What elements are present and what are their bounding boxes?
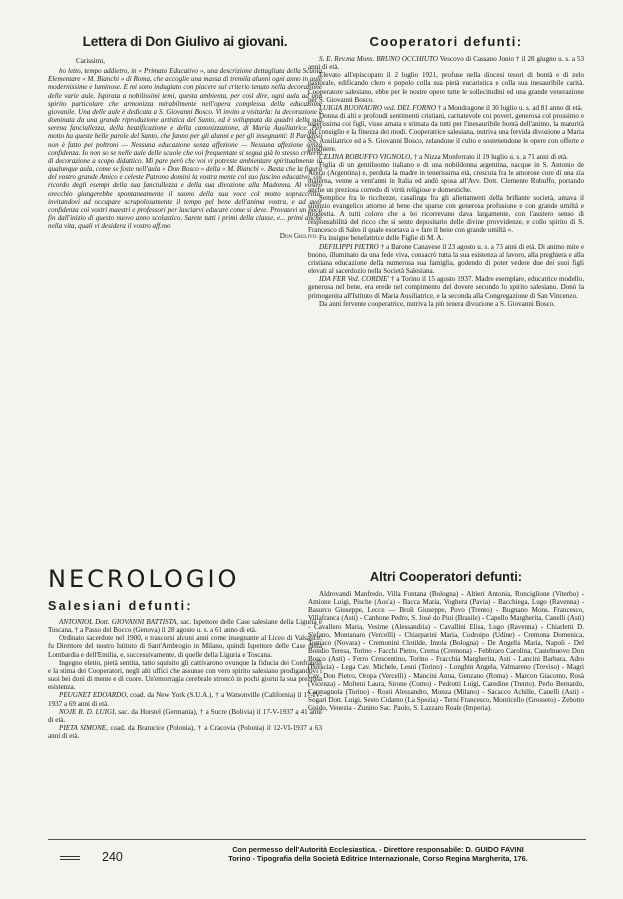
altri-cooperatori-title: Altri Cooperatori defunti:: [369, 569, 523, 584]
salesiano-entry: [48, 691, 322, 707]
cooperatore-entry-name: LUIGIA BUONAURO ved. DEL FORNO: [319, 103, 436, 112]
cooperatore-entry: [308, 112, 584, 153]
cooperatore-entry: [308, 275, 584, 299]
salesiano-entry-text: Ordinato sacerdote nel 1900, e trascorsi alcuni anni come insegnante al Liceo di Valsalice, fu Direttore del nostro Istituto di Sant'Ambrogio in Milano, quindi Ispettore delle Case della Lombardia e dell'Emilia, e, successivamente, di quelle della Liguria e Toscana.: [48, 634, 322, 659]
salesiano-entry-text: sac. Ispettore delle Case salesiane della Liguria e Toscana, † a Passo del Bocco (Genova) il 28 agosto u. s. a 61 anno di età.: [48, 618, 322, 635]
salesiano-entry: [48, 724, 322, 740]
cooperatore-entry: [308, 104, 584, 112]
salesiano-entry-text: coad. da Bratucice (Polonia), † a Cracovia (Polonia) il 12-VI-1937 a 63 anni di età.: [48, 724, 322, 741]
salesiano-entry: [48, 634, 322, 658]
cooperatore-entry: [308, 194, 584, 235]
salesiano-entry-name: PIETA SIMONE,: [59, 724, 108, 733]
lettera-body: ho letto, tempo addietro, in « Primato Educativo », una descrizione dettagliata della Scuola Elementare « M. Bianchi » di Roma, che accoglie una massa di tremila alunni ogni anno in aule modernissime e luminose. E mi sono indugiato con piacere sul criterio tenuto nella decorazione delle varie aule. Ispirata a nobilissimi temi, questa ambienta, per così dire, ogni aula ad uno spirito particolare che armonizza mirabilmente nell'opera complessa della educazione giovanile. Una delle aule è dedicata a S. Giovanni Bosco. Vi invito a visitarla: la decorazione è dominata da una grande riproduzione artistica del Santo, ed è sviluppata da quadri della sua serena fanciullezza, della beatificazione e della canonizzazione, di Maria Ausiliatrice. Per motto ha queste belle parole del Santo, che fanno per gli alunni e per gli insegnanti: Il Paradiso non è fatto pei poltroni — Nessuna educazione senza affezione — Nessuna affezione senza confidenza. Io non so se nelle aule delle scuole che voi frequentate si segua già lo stesso criterio di decorazione a scopo didattico. Mi pare però che voi vi potreste ambientare spiritualmente in qualunque aula, come se foste nell'aula « Don Bosco » della « M. Bianchi ». Basta che la figura del vostro grande Amico e celeste Patrono domini la vostra mente col suo fascino educativo, col ricordo degli esempi della sua fanciullezza e della sua divozione alla Madonna. Al vostro orecchio giungerebbe spontaneamente il suono della sua voce col motto sopraccritto, invitandovi ad occupare scrupolosamente il tempo pel bene dell'anima vostra, e ad aver confidenza coi vostri maestri e professori per lasciarvi educare come si deve. Provatevi un poco fin dall'inizio di questo nuovo anno scolastico. Sarete tutti i primi della classe, e... primi anche nella vita, quali vi desidera il vostro aff.mo: [48, 67, 322, 231]
cooperatore-entry-text: † a Barone Canavese il 23 agosto u. s. a 73 anni di età. Di animo mite e buono, illuminato da una fede viva, consacrò tutta la sua esistenza al lavoro, alla preghiera e alla cristiana educazione della numerosa sua famiglia, godendo di poter vedere due dei suoi figli elevati al sacerdozio nella Società Salesiana.: [308, 242, 584, 276]
cooperatore-entry: [308, 243, 584, 276]
cooperatore-entry-text: † a Torino il 15 agosto 1937. Madre esemplare, educatrice modello, generosa nel bene, era erede nel compimento del dovere secondo lo spirito salesiano. Donò la primogenita all'Istituto di Maria Ausiliatrice, e la seconda alla Congregazione di San Vincenzo.: [308, 275, 584, 300]
cooperatore-entry: [308, 71, 584, 104]
lettera-column: [48, 34, 322, 240]
dash-ornament: [60, 856, 80, 862]
cooperatore-entry: [308, 300, 584, 308]
cooperatore-entry: [308, 55, 584, 71]
cooperatore-entry-text: Da anni fervente cooperatrice, nutriva la più tenera divozione a S. Giovanni Bosco.: [319, 299, 556, 308]
cooperatori-column: [308, 34, 584, 308]
salesiano-entry-name: PEUGNET EDOARDO,: [59, 691, 129, 700]
cooperatore-entry-name: CELINA ROBUFFO VIGNOLO,: [319, 152, 413, 161]
salesiano-entry-text: sac. da Horstel (Germania), † a Sucre (Bolivia) il 17-V-1937 a 41 anni di età.: [48, 707, 322, 724]
salesiano-entry-name: NOJE R. D. LUIGI,: [59, 707, 117, 716]
salesiano-entry-text: Ingegno eletto, pietà sentita, tatto squisito gli cattivarono ovunque la fiducia dei Confratelli e la stima dei Cooperatori, negli alti uffici che assunse con vero spirito salesiano prodigandovi i suoi bei doni di mente e di cuore. Un'emorragia cerebrale stroncò in pochi giorni la sua preziosa esistenza.: [48, 658, 322, 692]
cooperatori-title: Cooperatori defunti:: [369, 34, 523, 49]
cooperatore-entry-text: Elevato all'episcopato il 2 luglio 1921, profuse nella diocesi tesori di bontà e di zelo pastorale, edificando clero e popolo colla sua pietà eucaristica e colla sua inesauribile carità. Cooperatore salesiano, ebbe per le nostre opere tutte le sollecitudini ed una grande venerazione per S. Giovanni Bosco.: [308, 71, 584, 104]
altri-cooperatori-text: Aldrovandi Manfredo, Villa Fontana (Bologna) - Altieri Antonia, Ronciglione (Viterbo) - Amione Luigi, Pische (Aos'a) - Bacca Maria, Voghera (Pavia) - Bacchiega, Lugo (Ravenna) - Basurco Giuseppe, Lecce — Broli Giuseppe, Povo (Trento) - Bugnano Mons. Francesco, Villafranca (Asti) - Canhone Pedro, S. José do Piui (Brasile) - Capello Margherita, Canelli (Asti) - Cavallero Maria, Vesime (Alessandria) - Cavallini Elisa, Lugo (Ravenna) - Chiarletti D. S'efano, Montanaro (Vercelli) - Chiarparini Maria, Codroipo (Udine) - Cremona Domenica, Tornaco (Novara) - Cremonini Clotilde, Imola (Bologna) - De Angelis Maria, Napoli - Del Bondio Teresa, Torino - Facchi Pietro, Crema (Cremona) - Febbraro Carolina, Castelnuovo Don Bosco (Asti) - Ferro Crescentino, Torino - Fracchia Margherita, Asti - Lancini Barbara, Adro (Brescia) - Lega Cav. Michele, Lesni (Torino) - Longhin Angela, Valmareno (Treviso) - Magri Cav. Don Pietro, Oropa (Vercelli) - Mancini Anna, Genzano (Roma) - Marcon Giacomo, Rosà (Vicenza) - Molteni Laura, Sirone (Como) - Pedrotti Luigi, Caredine (Trento). Perlo Bernardo, Carmagnola (Torino) - Rosti Alessandro, Monza (Milano) - Sacacco Achille, Canelli (Asti) - Sogari Dott. Luigi, Sesto Cidamo (La Spezia) - Terni Francesco, Monticello (Grosseto) - Zebotto Guido, Venezia - Zunino Sac. Paolo, S. Lazzaro Reale (Imperia).: [308, 590, 584, 713]
altri-cooperatori-list: [308, 590, 584, 712]
salesiano-entry: [48, 618, 322, 634]
cooperatore-entry-name: DEFILIPPI PIETRO: [319, 242, 379, 251]
cooperatore-entry-text: Semplice fra le ricchezze, casalinga fra gli allettamenti della brillante società, amava il silenzio evangelico attorno al bene che sparse con generosa profusione e con grande umiltà e modestia. A tutti coloro che a lei ricorrevano dava largamente, con l'austero senso di responsabilità del ricco che si sente depositario delle divine provvidenze, e collo spirito di S. Francesco di Sales il quale esortava a « fare il bene con grande umiltà ».: [308, 193, 584, 235]
cooperatore-entry: [308, 161, 584, 194]
cooperatore-entry-text: Fu insigne benefattrice delle Figlie di M. A.: [319, 234, 444, 243]
lettera-title: Lettera di Don Giulivo ai giovani.: [82, 34, 288, 49]
cooperatore-entry-name: S. E. Rev.ma Mons. BRUNO OCCHIUTO: [319, 55, 438, 63]
cooperatore-entry-text: Vescovo di Cassano Jonio † il 28 giugno u. s. a 53 anni di età.: [308, 55, 585, 72]
salutation: Carissimi,: [76, 57, 105, 65]
cooperatore-entry-text: Donna di alti e profondi sentimenti cristiani, caritatevole coi poveri, generosa col prossimo e tenerissima coi figli, visse amata e stimata da tutti per l'inesauribile bontà dell'animo, la maturità del consiglio e la finezza dei modi. Cooperatrice salesiana, nutriva una fervida divozione a Maria SS. Ausiliatrice ed a S. Giovanni Bosco, zelandone il culto e sostenendone le opere con offerte e preghiere.: [308, 112, 584, 153]
imprint-line-2: Torino - Tipografia della Società Editrice Internazionale, Corso Regina Margherita, 176.: [228, 854, 528, 863]
signature: Don Giulivo.: [279, 232, 318, 241]
salesiani-heading: Salesiani defunti:: [48, 599, 193, 613]
footer-rule: [48, 839, 586, 840]
salesiani-list: [48, 618, 322, 740]
imprint: [170, 845, 586, 863]
cooperatore-entry: [308, 234, 584, 242]
cooperatore-entry: [308, 153, 584, 161]
cooperatori-list: [308, 55, 584, 308]
cooperatore-entry-text: † a Mondragone il 30 luglio u. s. ad 81 anno di età.: [435, 103, 583, 112]
salesiano-entry-text: coad. da New York (S.U.A.), † a Watsonville (California) il 17-IV-1937 a 69 anni di età.: [48, 691, 322, 708]
necrologio-heading: NECROLOGIO: [48, 565, 240, 593]
cooperatore-entry-text: † a Nizza Monferrato il 19 luglio u. s. a 71 anni di età.: [412, 152, 568, 161]
cooperatore-entry-name: IDA FER Ved. CORDIE': [319, 275, 389, 284]
cooperatore-entry-text: Figlia di un gentiluomo italiano e di una nobildonna argentina, nacque in S. Antonio de Areco (Argentina) e, perduta la madre in tenerissima età, crescuta fra le amorose cure di una zia materna, venne a vent'anni in Italia ed andò sposa all'Avv. Dott. Clemente Robuffo, portando anche un preziosa corredo di virtù religiose e domestiche.: [308, 161, 584, 194]
imprint-line-1: Con permesso dell'Autorità Ecclesiastica. - Direttore responsabile: D. GUIDO FAVINI: [232, 845, 524, 854]
salesiano-entry: [48, 659, 322, 692]
page-number: 240: [102, 850, 123, 864]
salesiano-entry-name: ANTONIOL Dott. GIOVANNI BATTISTA,: [59, 618, 179, 626]
salesiano-entry: [48, 708, 322, 724]
